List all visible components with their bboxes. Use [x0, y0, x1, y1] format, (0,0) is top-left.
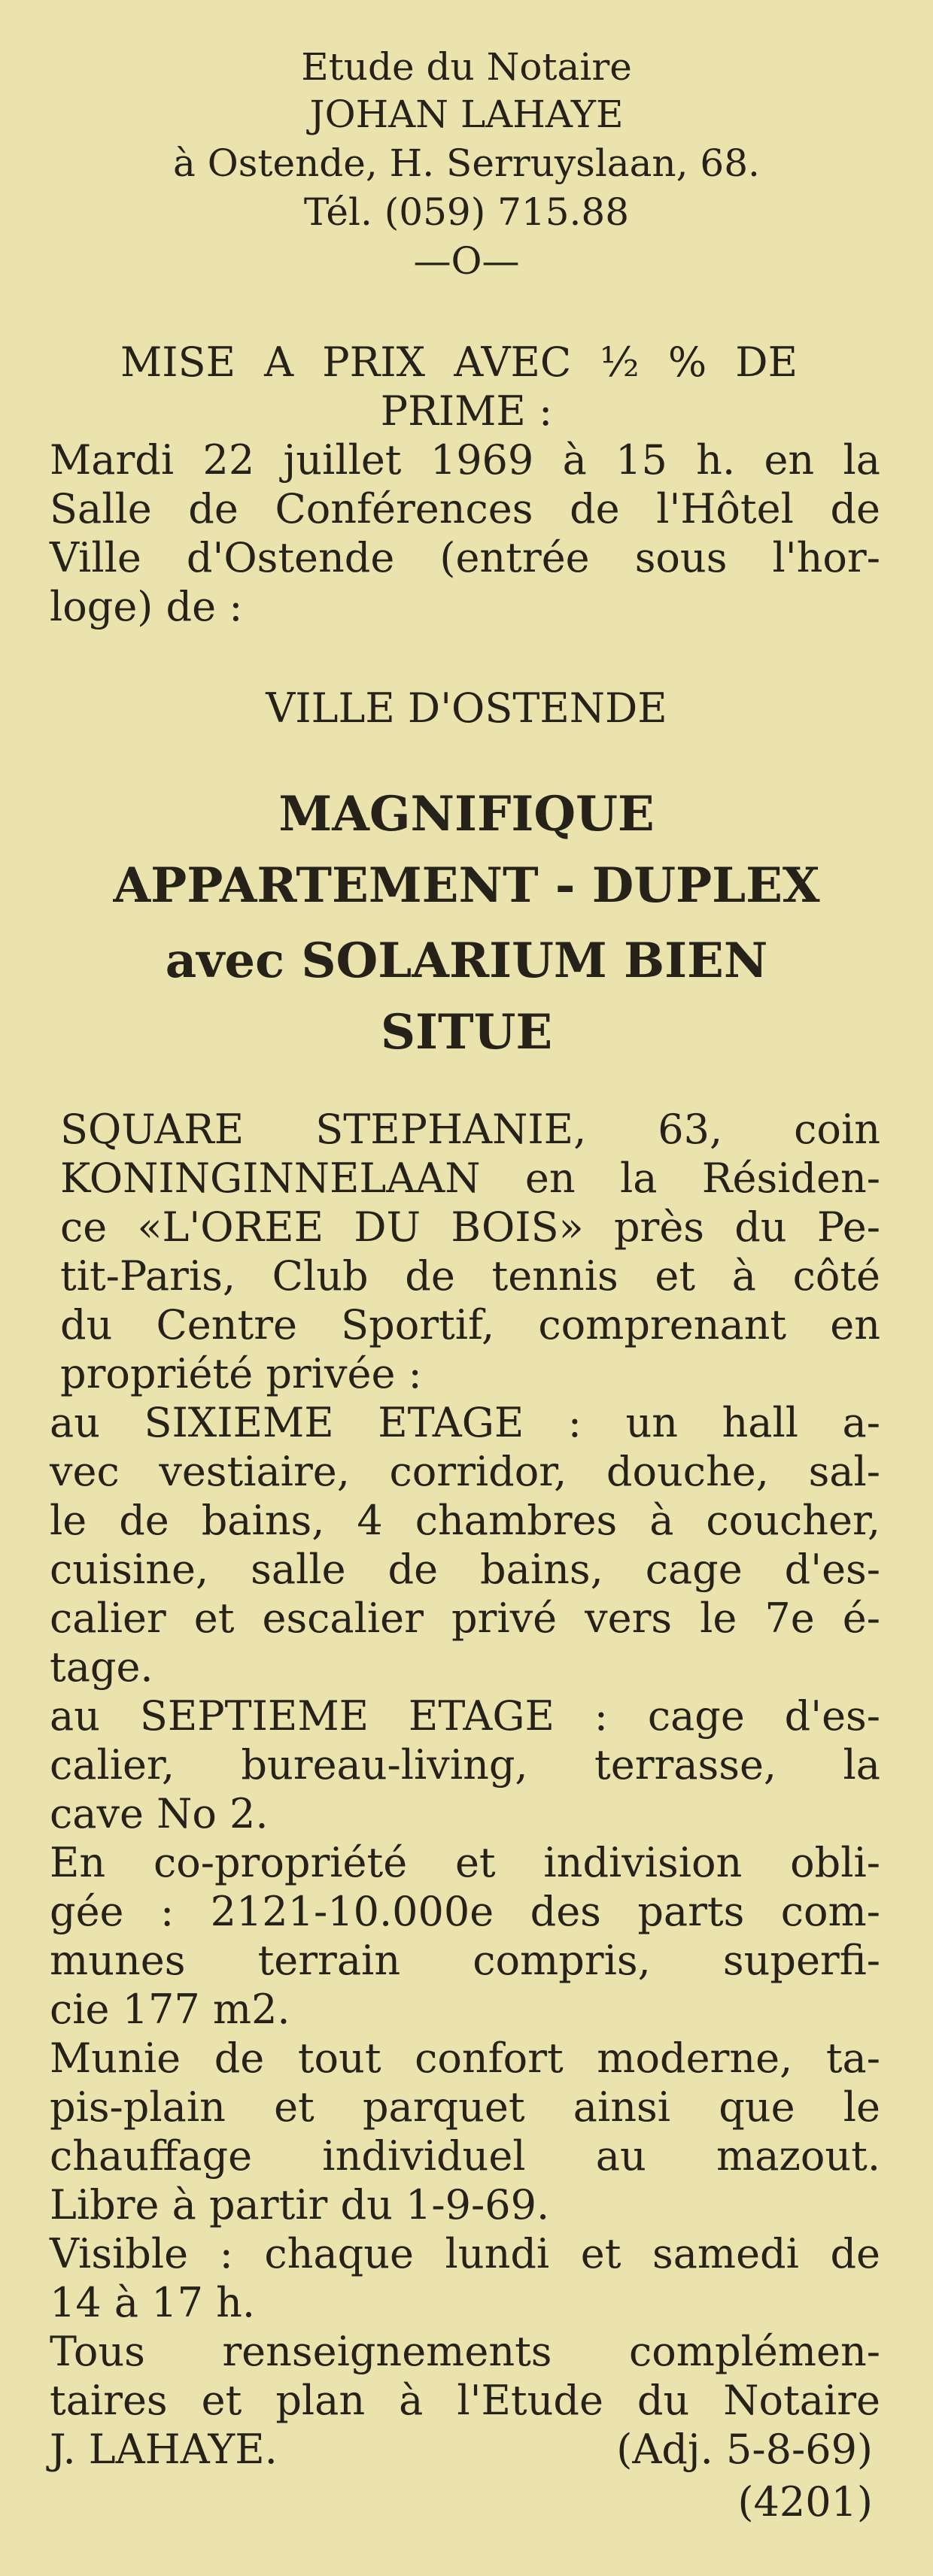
intro-line: loge) de : [50, 583, 243, 630]
notary-signature: J. LAHAYE. [50, 2426, 278, 2473]
description-line: du Centre Sportif, comprenant en [60, 1301, 880, 1349]
description-line: cave No 2. [50, 1790, 269, 1837]
title-line: SITUE [380, 1004, 553, 1060]
header-line: JOHAN LAHAYE [309, 93, 624, 136]
description-line: Libre à partir du 1-9-69. [50, 2181, 550, 2229]
description-line: chauffage individuel au mazout. [50, 2132, 880, 2180]
description-line: ce «L'OREE DU BOIS» près du Pe- [60, 1203, 880, 1251]
reference-number: (4201) [737, 2478, 873, 2526]
description-line: Tous renseignements complémen- [50, 2328, 880, 2375]
description-line: KONINGINNELAAN en la Résiden- [60, 1154, 880, 1202]
description-line: 14 à 17 h. [50, 2279, 256, 2326]
header-line: Tél. (059) 715.88 [303, 190, 630, 234]
intro-line: MISE A PRIX AVEC ½ % DE [120, 338, 798, 386]
description-line: propriété privée : [60, 1350, 422, 1397]
description-line: calier, bureau-living, terrasse, la [50, 1741, 880, 1789]
title-line: avec SOLARIUM BIEN [165, 933, 768, 989]
intro-line: Mardi 22 juillet 1969 à 15 h. en la [50, 436, 880, 484]
adjudication-date: (Adj. 5-8-69) [616, 2426, 873, 2473]
description-line: taires et plan à l'Etude du Notaire [50, 2377, 880, 2424]
header-line: à Ostende, H. Serruyslaan, 68. [173, 141, 760, 185]
description-line: tit-Paris, Club de tennis et à côté [60, 1252, 880, 1300]
intro-line: Ville d'Ostende (entrée sous l'hor- [50, 534, 880, 581]
description-line: En co-propriété et indivision obli- [50, 1839, 880, 1886]
intro-line: PRIME : [380, 387, 553, 435]
header-separator: —O— [413, 239, 520, 283]
title-line: APPARTEMENT - DUPLEX [113, 857, 820, 914]
description-line: le de bains, 4 chambres à coucher, [50, 1497, 880, 1544]
description-line: cuisine, salle de bains, cage d'es- [50, 1546, 880, 1593]
intro-line: Salle de Conférences de l'Hôtel de [50, 485, 880, 532]
description-line: Visible : chaque lundi et samedi de [50, 2230, 880, 2277]
description-line: Munie de tout confort moderne, ta- [50, 2034, 880, 2082]
description-line: munes terrain compris, superfi- [50, 1937, 880, 1984]
description-line: pis-plain et parquet ainsi que le [50, 2083, 880, 2131]
description-line: vec vestiaire, corridor, douche, sal- [50, 1448, 880, 1495]
description-line: gée : 2121-10.000e des parts com- [50, 1888, 880, 1935]
city-heading: VILLE D'OSTENDE [266, 684, 667, 732]
header-line: Etude du Notaire [301, 45, 632, 89]
title-line: MAGNIFIQUE [278, 786, 655, 842]
description-line: SQUARE STEPHANIE, 63, coin [60, 1106, 880, 1153]
description-line: tage. [50, 1643, 153, 1691]
description-line: au SIXIEME ETAGE : un hall a- [50, 1399, 880, 1446]
description-line: au SEPTIEME ETAGE : cage d'es- [50, 1692, 880, 1740]
description-line: cie 177 m2. [50, 1986, 290, 2033]
description-line: calier et escalier privé vers le 7e é- [50, 1594, 880, 1642]
